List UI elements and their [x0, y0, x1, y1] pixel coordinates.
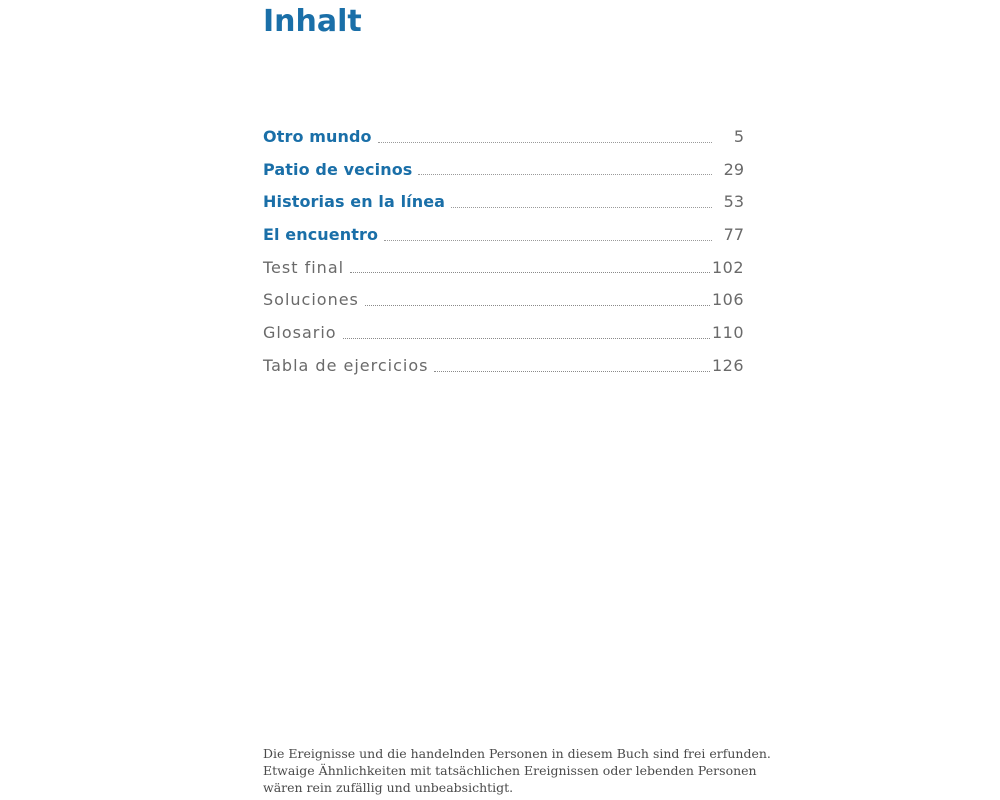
toc-entry-title: El encuentro — [263, 225, 379, 245]
toc-entry-page: 106 — [711, 290, 744, 310]
toc-entry-title: Otro mundo — [263, 127, 372, 146]
toc-entry-page: 53 — [723, 192, 744, 212]
disclaimer-line: Die Ereignisse und die handelnden Personen in diesem Buch sind frei erfunden. — [263, 746, 771, 761]
dot-leader — [343, 337, 710, 339]
toc-entry-title: Test final — [263, 257, 345, 277]
toc-entry-page: 126 — [711, 355, 744, 375]
toc-entry-soluciones[interactable] — [263, 284, 744, 317]
dot-leader — [378, 141, 712, 143]
dot-leader — [365, 304, 710, 306]
toc-entry-el-encuentro[interactable] — [263, 219, 744, 252]
toc-entry-test-final[interactable] — [263, 252, 744, 285]
toc-entry-historias-en-la-linea[interactable] — [263, 186, 744, 219]
toc-entry-page: 110 — [711, 323, 744, 343]
toc-entry-page: 77 — [723, 225, 744, 245]
dot-leader — [350, 271, 710, 273]
disclaimer-note — [263, 745, 771, 796]
toc-entry-otro-mundo[interactable] — [263, 121, 744, 154]
toc-entry-title: Historias en la línea — [263, 192, 446, 212]
toc-entry-page: 102 — [711, 257, 744, 277]
toc-entry-patio-de-vecinos[interactable] — [263, 154, 744, 187]
toc-entry-title: Patio de vecinos — [263, 159, 413, 179]
dot-leader — [434, 370, 709, 372]
toc-entry-glosario[interactable] — [263, 317, 744, 350]
toc-entry-page: 5 — [733, 127, 744, 146]
toc-entry-title: Soluciones — [263, 290, 359, 310]
toc-entry-title: Tabla de ejercicios — [263, 355, 429, 375]
table-of-contents — [263, 121, 744, 383]
disclaimer-line: wären rein zufällig und unbeabsichtigt. — [263, 780, 514, 795]
toc-entry-title: Glosario — [263, 323, 337, 343]
disclaimer-line: Etwaige Ähnlichkeiten mit tatsächlichen Ereignissen oder lebenden Personen — [263, 763, 757, 778]
dot-leader — [418, 173, 712, 175]
toc-entry-tabla-de-ejercicios[interactable] — [263, 350, 744, 383]
toc-entry-page: 29 — [723, 159, 744, 179]
dot-leader — [384, 239, 712, 241]
page-title: Inhalt — [263, 4, 362, 39]
dot-leader — [451, 206, 712, 208]
